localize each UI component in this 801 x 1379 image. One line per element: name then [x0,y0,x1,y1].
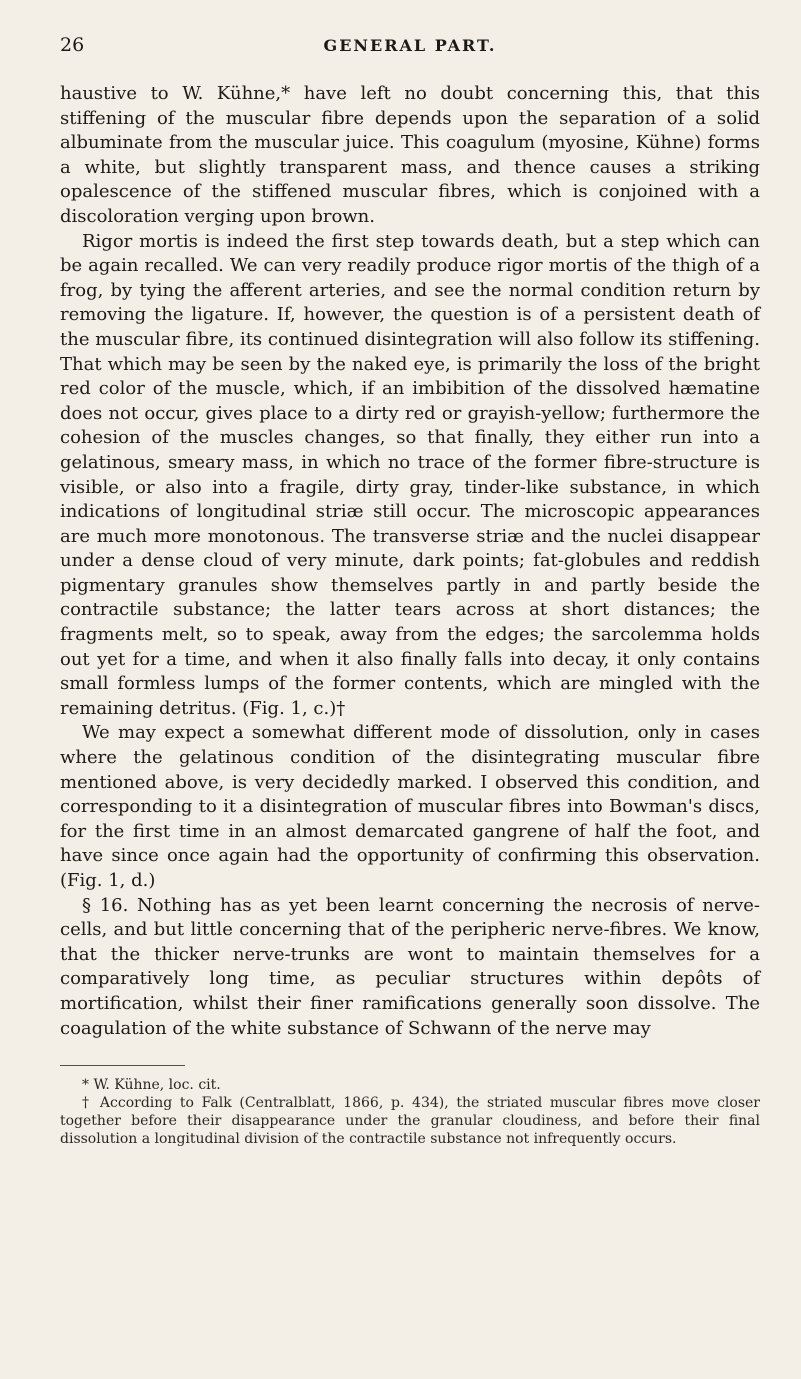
running-title: GENERAL PART. [323,36,497,55]
paragraph-continuation: haustive to W. Kühne,* have left no doubt concerning this, that this stiffening of the muscular fibre depends upon the separation of a solid albuminate from the muscular juice. This coagulum (myosine, Kühne) forms a white, but slightly transparent mass, and thence causes a striking opalescence of the stiffened muscular fibres, which is conjoined with a discoloration verging upon brown. [60,83,760,227]
paragraph-dissolution: We may expect a somewhat different mode of dissolution, only in cases where the gelatinous condition of the disintegrating muscular fibre mentioned above, is very decidedly marked. I observed this condition, and corresponding to it a disintegration of muscular fibres into Bowman's discs, for the first time in an almost demarcated gangrene of half the foot, and have since once again had the opportunity of confirming this observation. (Fig. 1, d.) [60,722,760,891]
book-page [60,34,760,1148]
footnote-kuhne: * W. Kühne, loc. cit. [82,1077,221,1094]
paragraph-section-16: § 16. Nothing has as yet been learnt concerning the necrosis of nerve-cells, and but little concerning that of the peripheric nerve-fibres. We know, that the thicker nerve-trunks are wont to maintain themselves for a comparatively long time, as peculiar structures within depôts of mortification, whilst their finer ramifications generally soon dissolve. The coagulation of the white substance of Schwann of the nerve may [60,894,760,1039]
footnote-falk: † According to Falk (Centralblatt, 1866, p. 434), the striated muscular fibres move closer together before their disappearance under the granular cloudiness, and before their final dissolution a longitudinal division of the contractile substance not infrequently occurs. [60,1095,760,1148]
body-text [60,82,760,1041]
footnote-divider [60,1065,185,1066]
page-number: 26 [60,34,85,56]
footnotes [60,1076,760,1148]
page-header [60,34,760,64]
paragraph-rigor-mortis: Rigor mortis is indeed the first step towards death, but a step which can be again recalled. We can very readily produce rigor mortis of the thigh of a frog, by tying the afferent arteries, and see the normal condition return by removing the ligature. If, however, the question is of a persistent death of the muscular fibre, its continued disintegration will also follow its stiffening. That which may be seen by the naked eye, is primarily the loss of the bright red color of the muscle, which, if an imbibition of the dissolved hæmatine does not occur, gives place to a dirty red or grayish-yellow; furthermore the cohesion of the muscles changes, so that finally, they either run into a gelatinous, smeary mass, in which no trace of the former fibre-structure is visible, or also into a fragile, dirty gray, tinder-like substance, in which indications of longitudinal striæ still occur. The microscopic appearances are much more monotonous. The transverse striæ and the nuclei disappear under a dense cloud of very minute, dark points; fat-globules and reddish pigmentary granules show themselves partly in and partly beside the contractile substance; the latter tears across at short distances; the fragments melt, so to speak, away from the edges; the sarcolemma holds out yet for a time, and when it also finally falls into decay, it only contains small formless lumps of the former contents, which are mingled with the remaining detritus. (Fig. 1, c.)† [60,230,760,719]
